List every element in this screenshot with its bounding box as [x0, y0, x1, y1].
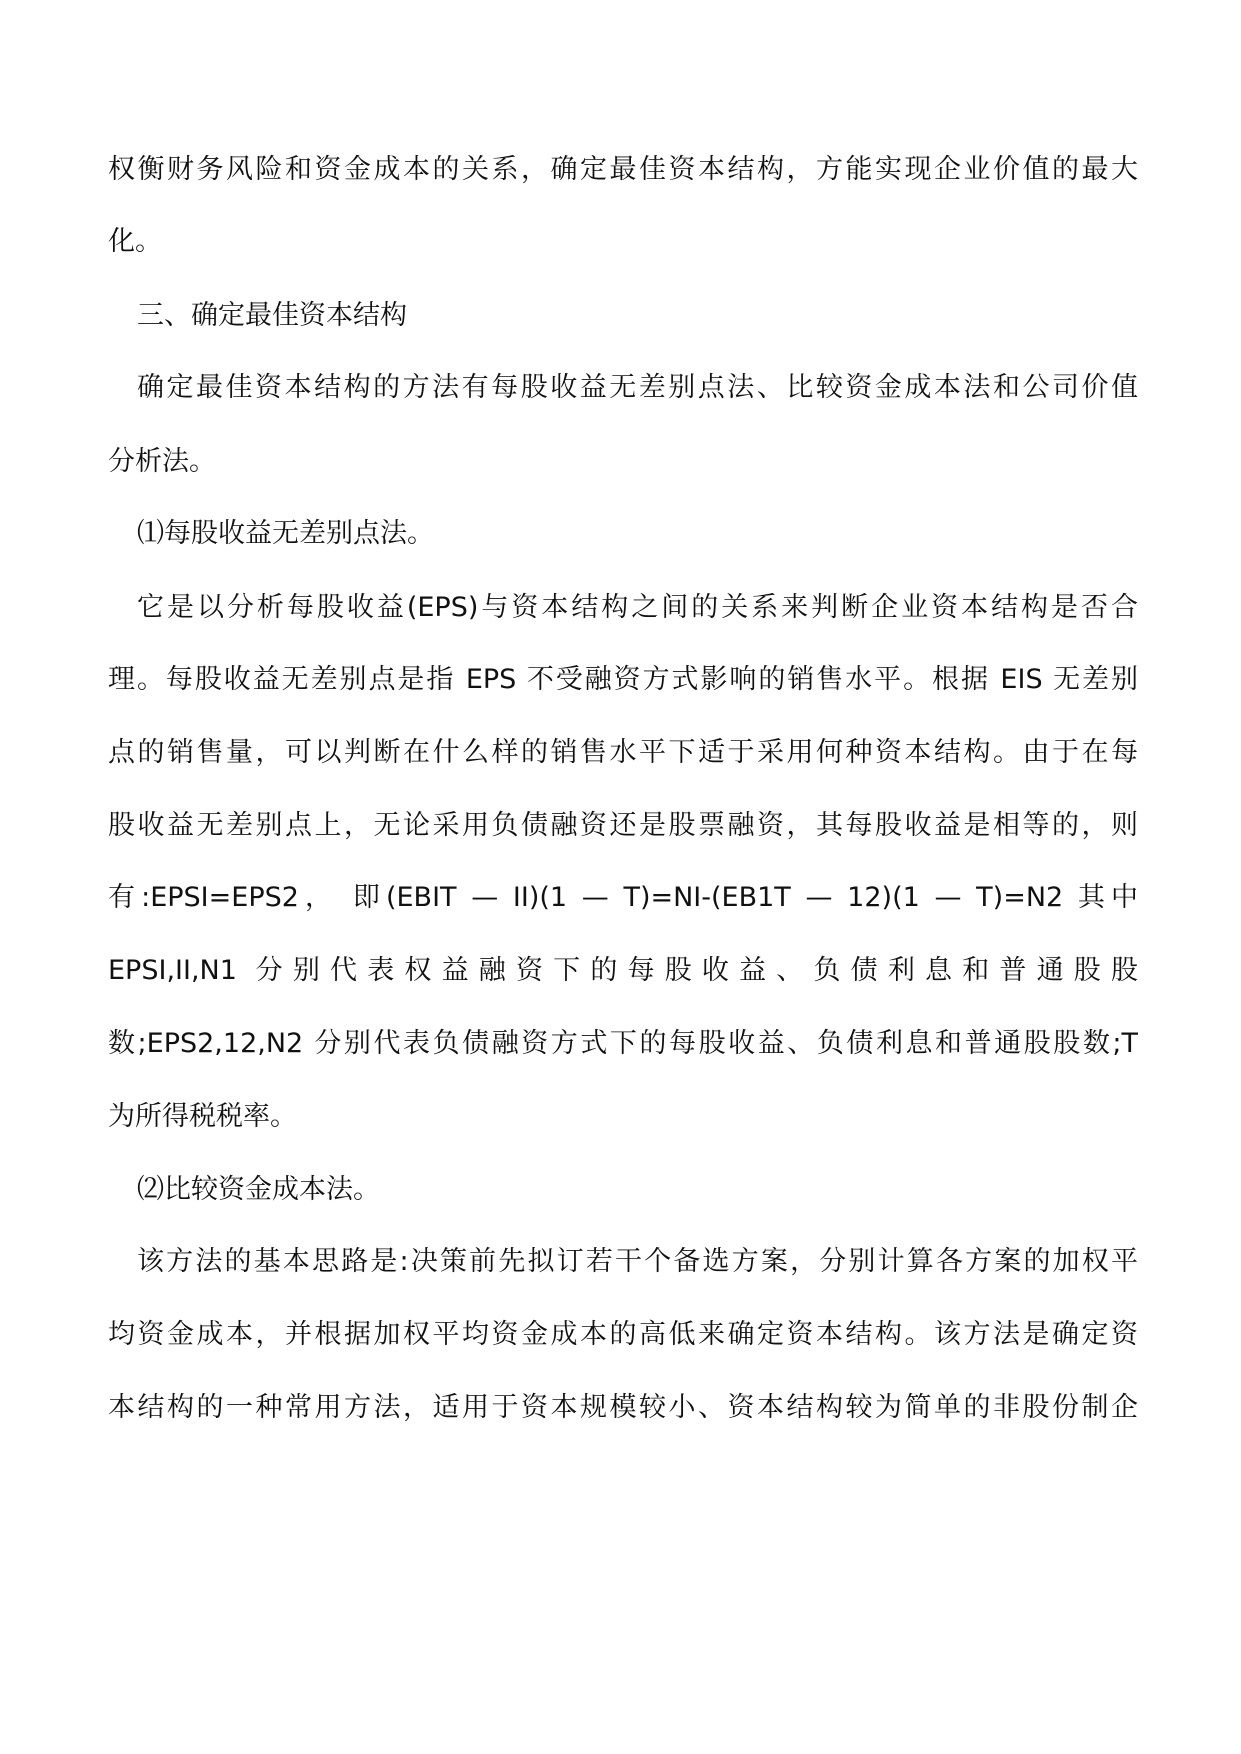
formula-line: 有:EPSI=EPS2， 即(EBIT — II)(1 — T)=NI-(EB1T — 12)(1 — T)=N2 其中: [108, 882, 1138, 913]
paragraph-line: 理。每股收益无差别点是指 EPS 不受融资方式影响的销售水平。根据 EIS 无差别: [108, 664, 1138, 695]
paragraph-line: EPSI,II,N1 分别代表权益融资下的每股收益、负债利息和普通股股: [108, 955, 1138, 986]
section-heading: 三、确定最佳资本结构: [137, 300, 407, 331]
paragraph-line: 确定最佳资本结构的方法有每股收益无差别点法、比较资金成本法和公司价值: [137, 372, 1138, 403]
subsection-heading: ⑴每股收益无差别点法。: [137, 518, 434, 549]
paragraph-line: 均资金成本，并根据加权平均资金成本的高低来确定资本结构。该方法是确定资: [108, 1319, 1138, 1350]
paragraph-line: 股收益无差别点上，无论采用负债融资还是股票融资，其每股收益是相等的，则: [108, 810, 1138, 841]
paragraph-line: 分析法。: [108, 446, 216, 477]
paragraph-line: 它是以分析每股收益(EPS)与资本结构之间的关系来判断企业资本结构是否合: [137, 592, 1138, 623]
paragraph-line: 点的销售量，可以判断在什么样的销售水平下适于采用何种资本结构。由于在每: [108, 737, 1138, 768]
paragraph-line: 为所得税税率。: [108, 1101, 297, 1132]
paragraph-line: 权衡财务风险和资金成本的关系，确定最佳资本结构，方能实现企业价值的最大: [108, 154, 1138, 185]
paragraph-line: 本结构的一种常用方法，适用于资本规模较小、资本结构较为简单的非股份制企: [108, 1392, 1138, 1423]
paragraph-line: 化。: [108, 226, 162, 257]
paragraph-line: 数;EPS2,12,N2 分别代表负债融资方式下的每股收益、负债利息和普通股股数;T: [108, 1028, 1138, 1059]
paragraph-line: 该方法的基本思路是:决策前先拟订若干个备选方案，分别计算各方案的加权平: [137, 1246, 1138, 1277]
subsection-heading: ⑵比较资金成本法。: [137, 1174, 380, 1205]
